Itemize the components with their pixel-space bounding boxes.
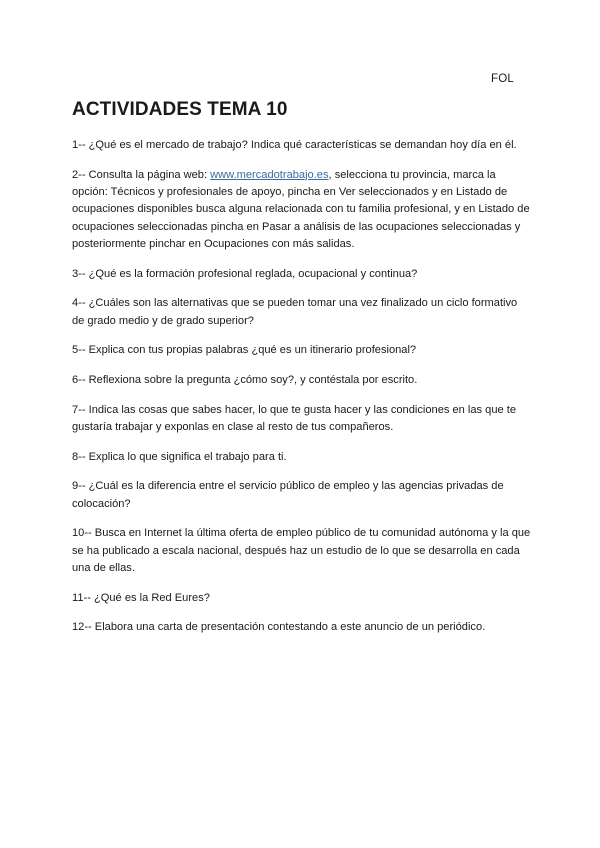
activity-text: , selecciona tu provincia, marca la opción: Técnicos y profesionales de apoyo, pincha en Ver seleccionados y en Listado de ocupaciones disponibles busca alguna relacionada con tu familia profesional, y en Listado de ocupaciones seleccionadas pincha en Pasar a análisis de las ocupaciones seleccionadas y posteriormente pinchar en Ocupaciones con más salidas.	[72, 168, 530, 251]
subject-header: FOL	[491, 73, 514, 85]
activity-list	[72, 137, 532, 649]
page-title: ACTIVIDADES TEMA 10	[72, 99, 288, 120]
activity-item: 10-- Busca en Internet la última oferta de empleo público de tu comunidad autónoma y la que se ha publicado a escala nacional, después haz un estudio de lo que se desarrolla en cada una de ellas.	[72, 527, 531, 574]
activity-item: 7-- Indica las cosas que sabes hacer, lo que te gusta hacer y las condiciones en las que te gustaría trabajar y exponlas en clase al resto de tus compañeros.	[72, 403, 517, 433]
activity-item: 12-- Elabora una carta de presentación contestando a este anuncio de un periódico.	[72, 621, 486, 634]
mercadotrabajo-link[interactable]: www.mercadotrabajo.es	[210, 168, 329, 181]
activity-item: 6-- Reflexiona sobre la pregunta ¿cómo soy?, y contéstala por escrito.	[72, 374, 418, 386]
activity-item	[72, 167, 532, 254]
activity-item: 9-- ¿Cuál es la diferencia entre el servicio público de empleo y las agencias privadas de colocación?	[72, 480, 504, 510]
activity-item: 8-- Explica lo que significa el trabajo para ti.	[72, 450, 287, 463]
activity-item: 11-- ¿Qué es la Red Eures?	[72, 591, 210, 604]
activity-item: 4-- ¿Cuáles son las alternativas que se pueden tomar una vez finalizado un ciclo formativo de grado medio y de grado superior?	[72, 297, 518, 327]
activity-item: 3-- ¿Qué es la formación profesional reglada, ocupacional y continua?	[72, 267, 418, 280]
activity-item: 1-- ¿Qué es el mercado de trabajo? Indica qué características se demandan hoy día en él.	[72, 139, 517, 151]
activity-item: 5-- Explica con tus propias palabras ¿qué es un itinerario profesional?	[72, 344, 417, 357]
activity-text: 2-- Consulta la página web:	[72, 168, 211, 181]
